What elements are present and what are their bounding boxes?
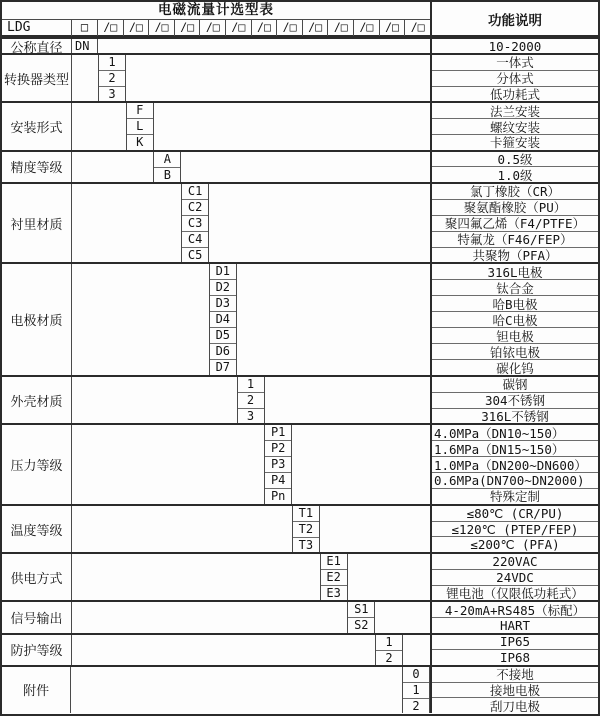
group-label: 信号输出 bbox=[2, 602, 72, 632]
option-code-cell: 2 bbox=[412, 698, 420, 713]
table-title: 电磁流量计选型表 bbox=[2, 2, 430, 20]
model-slot: /□ bbox=[380, 20, 406, 36]
empty-cell bbox=[72, 635, 375, 665]
group-power-supply bbox=[2, 552, 598, 600]
table-header bbox=[2, 2, 598, 37]
code-column bbox=[320, 554, 348, 600]
desc-column bbox=[430, 377, 598, 423]
code-column bbox=[181, 184, 209, 263]
option-code-cell: D7 bbox=[215, 360, 231, 375]
option-code-cell: P2 bbox=[265, 441, 291, 457]
option-code-cell: T1 bbox=[293, 506, 319, 522]
function-desc-cell: 聚氨酯橡胶（PU） bbox=[432, 200, 598, 216]
option-code-cell: D2 bbox=[210, 280, 236, 296]
desc-column bbox=[430, 184, 598, 263]
empty-cell bbox=[72, 602, 347, 632]
group-electrode-material bbox=[2, 262, 598, 375]
empty-cell bbox=[292, 425, 430, 504]
function-desc-cell: 0.5级 bbox=[432, 152, 598, 168]
empty-cell bbox=[72, 103, 126, 149]
option-code-cell: K bbox=[136, 135, 144, 150]
option-code-cell: D1 bbox=[210, 264, 236, 280]
desc-column bbox=[430, 55, 598, 101]
group-label: 公称直径 bbox=[2, 39, 72, 53]
option-code-cell: B bbox=[163, 167, 171, 182]
header-left bbox=[2, 2, 430, 35]
desc-column bbox=[430, 667, 598, 713]
group-label: 压力等级 bbox=[2, 425, 72, 504]
empty-cell bbox=[72, 264, 209, 375]
empty-cell bbox=[72, 377, 237, 423]
empty-cell bbox=[72, 152, 153, 182]
empty-cell bbox=[72, 506, 292, 552]
code-column bbox=[347, 602, 375, 632]
group-pressure-rating bbox=[2, 423, 598, 504]
group-liner-material bbox=[2, 182, 598, 263]
code-column bbox=[126, 103, 154, 149]
option-code-cell: F bbox=[127, 103, 153, 119]
option-code-cell: D5 bbox=[210, 328, 236, 344]
function-desc-cell: 螺纹安装 bbox=[432, 119, 598, 135]
desc-column bbox=[430, 425, 598, 504]
group-label: 衬里材质 bbox=[2, 184, 72, 263]
model-slot: /□ bbox=[354, 20, 380, 36]
function-desc-cell: 哈B电极 bbox=[432, 296, 598, 312]
model-slot: /□ bbox=[149, 20, 175, 36]
group-label: 外壳材质 bbox=[2, 377, 72, 423]
option-code-cell: E2 bbox=[321, 570, 347, 586]
option-code-cell: 0 bbox=[403, 667, 429, 683]
group-temperature-rating bbox=[2, 504, 598, 552]
function-desc-cell: 4.0MPa（DN10~150） bbox=[432, 425, 598, 441]
dn-code-cell: DN bbox=[72, 39, 98, 53]
code-column bbox=[292, 506, 320, 552]
group-label: 供电方式 bbox=[2, 554, 72, 600]
group-accessories bbox=[2, 665, 598, 713]
option-code-cell: S2 bbox=[354, 618, 369, 633]
option-code-cell: 1 bbox=[99, 55, 125, 71]
option-code-cell: A bbox=[154, 152, 180, 168]
function-desc-cell: HART bbox=[499, 618, 531, 633]
code-column bbox=[209, 264, 237, 375]
option-code-cell: 3 bbox=[246, 409, 255, 424]
function-desc-cell: 4-20mA+RS485（标配） bbox=[432, 602, 598, 618]
code-column bbox=[402, 667, 430, 713]
function-desc-cell: 氯丁橡胶（CR） bbox=[432, 184, 598, 200]
code-column bbox=[264, 425, 292, 504]
model-slot: /□ bbox=[277, 20, 303, 36]
option-code-cell: C1 bbox=[182, 184, 208, 200]
desc-column bbox=[430, 264, 598, 375]
empty-cell bbox=[265, 377, 431, 423]
function-desc-cell: ≤200℃ (PFA) bbox=[470, 537, 560, 553]
function-desc-cell: 法兰安装 bbox=[432, 103, 598, 119]
model-slot: /□ bbox=[328, 20, 354, 36]
model-slot: /□ bbox=[175, 20, 201, 36]
empty-cell bbox=[98, 39, 430, 53]
function-desc-cell: 特殊定制 bbox=[489, 489, 540, 504]
function-desc-cell: 刮刀电极 bbox=[489, 698, 540, 714]
function-desc-cell: 钛合金 bbox=[432, 280, 598, 296]
model-slot: /□ bbox=[124, 20, 150, 36]
model-slot: /□ bbox=[303, 20, 329, 36]
group-label: 防护等级 bbox=[2, 635, 72, 665]
function-desc-cell: 铂铱电极 bbox=[432, 344, 598, 360]
option-code-cell: 2 bbox=[99, 71, 125, 87]
group-protection-rating bbox=[2, 633, 598, 665]
function-desc-cell: 220VAC bbox=[432, 554, 598, 570]
function-desc-cell: 316L不锈钢 bbox=[481, 408, 549, 424]
model-slot: /□ bbox=[200, 20, 226, 36]
model-slot: /□ bbox=[410, 19, 425, 34]
empty-cell bbox=[126, 55, 430, 101]
code-column bbox=[375, 635, 403, 665]
option-code-cell: L bbox=[127, 119, 153, 135]
option-code-cell: T2 bbox=[293, 522, 319, 538]
function-desc-cell: 共聚物（PFA） bbox=[472, 247, 558, 263]
group-label: 安装形式 bbox=[2, 103, 72, 149]
empty-cell bbox=[403, 635, 430, 665]
desc-column bbox=[430, 635, 598, 665]
option-code-cell: 3 bbox=[108, 87, 116, 102]
model-prefix: LDG bbox=[2, 20, 72, 36]
empty-cell bbox=[72, 554, 320, 600]
function-desc-cell: 特氟龙（F46/FEP） bbox=[432, 232, 598, 248]
option-code-cell: C3 bbox=[182, 216, 208, 232]
option-code-cell: 2 bbox=[385, 650, 393, 665]
function-desc-cell: 碳化钨 bbox=[496, 360, 534, 376]
function-desc-cell: 钽电极 bbox=[432, 328, 598, 344]
code-column bbox=[153, 152, 181, 182]
function-desc-cell: IP65 bbox=[432, 635, 598, 651]
function-column-header: 功能说明 bbox=[430, 2, 598, 35]
empty-cell bbox=[71, 667, 402, 713]
function-desc-cell: 10-2000 bbox=[488, 39, 542, 54]
code-column bbox=[237, 377, 265, 423]
empty-cell bbox=[375, 602, 430, 632]
desc-column bbox=[430, 103, 598, 149]
empty-cell bbox=[209, 184, 430, 263]
option-code-cell: Pn bbox=[270, 489, 286, 504]
function-desc-cell: 1.0级 bbox=[497, 167, 533, 182]
function-desc-cell: 1.0MPa（DN200~DN600） bbox=[432, 457, 598, 473]
function-desc-cell: 低功耗式 bbox=[489, 87, 540, 102]
group-label: 温度等级 bbox=[2, 506, 72, 552]
function-desc-cell: 1.6MPa（DN15~150） bbox=[432, 441, 598, 457]
empty-cell bbox=[320, 506, 430, 552]
option-code-cell: P3 bbox=[265, 457, 291, 473]
function-desc-cell: ≤120℃ (PTEP/FEP) bbox=[432, 522, 598, 538]
option-code-cell: S1 bbox=[348, 602, 374, 618]
model-box-cell: □ bbox=[72, 20, 98, 36]
function-desc-cell: 聚四氟乙烯（F4/PTFE） bbox=[432, 216, 598, 232]
option-code-cell: E1 bbox=[321, 554, 347, 570]
function-desc-cell: 一体式 bbox=[432, 55, 598, 71]
empty-cell bbox=[181, 152, 430, 182]
function-desc-cell: 卡箍安装 bbox=[489, 135, 540, 150]
option-code-cell: P4 bbox=[265, 473, 291, 489]
group-label: 精度等级 bbox=[2, 152, 72, 182]
group-label: 转换器类型 bbox=[2, 55, 72, 101]
empty-cell bbox=[72, 55, 98, 101]
function-desc-cell: 304不锈钢 bbox=[432, 393, 598, 409]
function-desc-cell: 分体式 bbox=[432, 71, 598, 87]
option-code-cell: 1 bbox=[403, 683, 429, 699]
group-nominal-diameter bbox=[2, 37, 598, 56]
group-installation-type bbox=[2, 101, 598, 149]
function-desc-cell: 316L电极 bbox=[432, 264, 598, 280]
empty-cell bbox=[72, 425, 264, 504]
empty-cell bbox=[72, 184, 181, 263]
group-label: 电极材质 bbox=[2, 264, 72, 375]
function-desc-cell: 碳钢 bbox=[432, 377, 598, 393]
empty-cell bbox=[348, 554, 430, 600]
function-desc-cell: 不接地 bbox=[432, 667, 598, 683]
option-code-cell: D3 bbox=[210, 296, 236, 312]
group-signal-output bbox=[2, 600, 598, 632]
function-desc-cell: IP68 bbox=[499, 650, 531, 665]
group-accuracy-class bbox=[2, 150, 598, 182]
desc-column bbox=[430, 554, 598, 600]
function-desc-cell: 接地电极 bbox=[432, 683, 598, 699]
function-desc-cell: 24VDC bbox=[432, 570, 598, 586]
function-desc-cell: 0.6MPa(DN700~DN2000) bbox=[432, 473, 598, 489]
function-desc-cell: ≤80℃ (CR/PU) bbox=[432, 506, 598, 522]
option-code-cell: 1 bbox=[376, 635, 402, 651]
option-code-cell: 2 bbox=[238, 393, 264, 409]
group-housing-material bbox=[2, 375, 598, 423]
model-slot: /□ bbox=[226, 20, 252, 36]
option-code-cell: D6 bbox=[210, 344, 236, 360]
option-code-cell: 1 bbox=[238, 377, 264, 393]
option-code-cell: C5 bbox=[187, 247, 203, 262]
code-column bbox=[98, 55, 126, 101]
option-code-cell: C2 bbox=[182, 200, 208, 216]
empty-cell bbox=[154, 103, 430, 149]
model-slot: /□ bbox=[98, 20, 124, 36]
desc-column bbox=[430, 506, 598, 552]
desc-column bbox=[430, 152, 598, 182]
option-code-cell: D4 bbox=[210, 312, 236, 328]
model-slot: /□ bbox=[252, 20, 278, 36]
empty-cell bbox=[237, 264, 430, 375]
model-code-row bbox=[2, 20, 430, 36]
group-converter-type bbox=[2, 53, 598, 101]
option-code-cell: T3 bbox=[298, 537, 314, 552]
option-code-cell: P1 bbox=[265, 425, 291, 441]
desc-column bbox=[430, 602, 598, 632]
function-desc-cell: 锂电池（仅限低功耗式） bbox=[446, 586, 584, 601]
function-desc-cell: 哈C电极 bbox=[432, 312, 598, 328]
option-code-cell: E3 bbox=[326, 586, 341, 601]
group-label: 附件 bbox=[2, 667, 71, 713]
option-code-cell: C4 bbox=[182, 232, 208, 248]
